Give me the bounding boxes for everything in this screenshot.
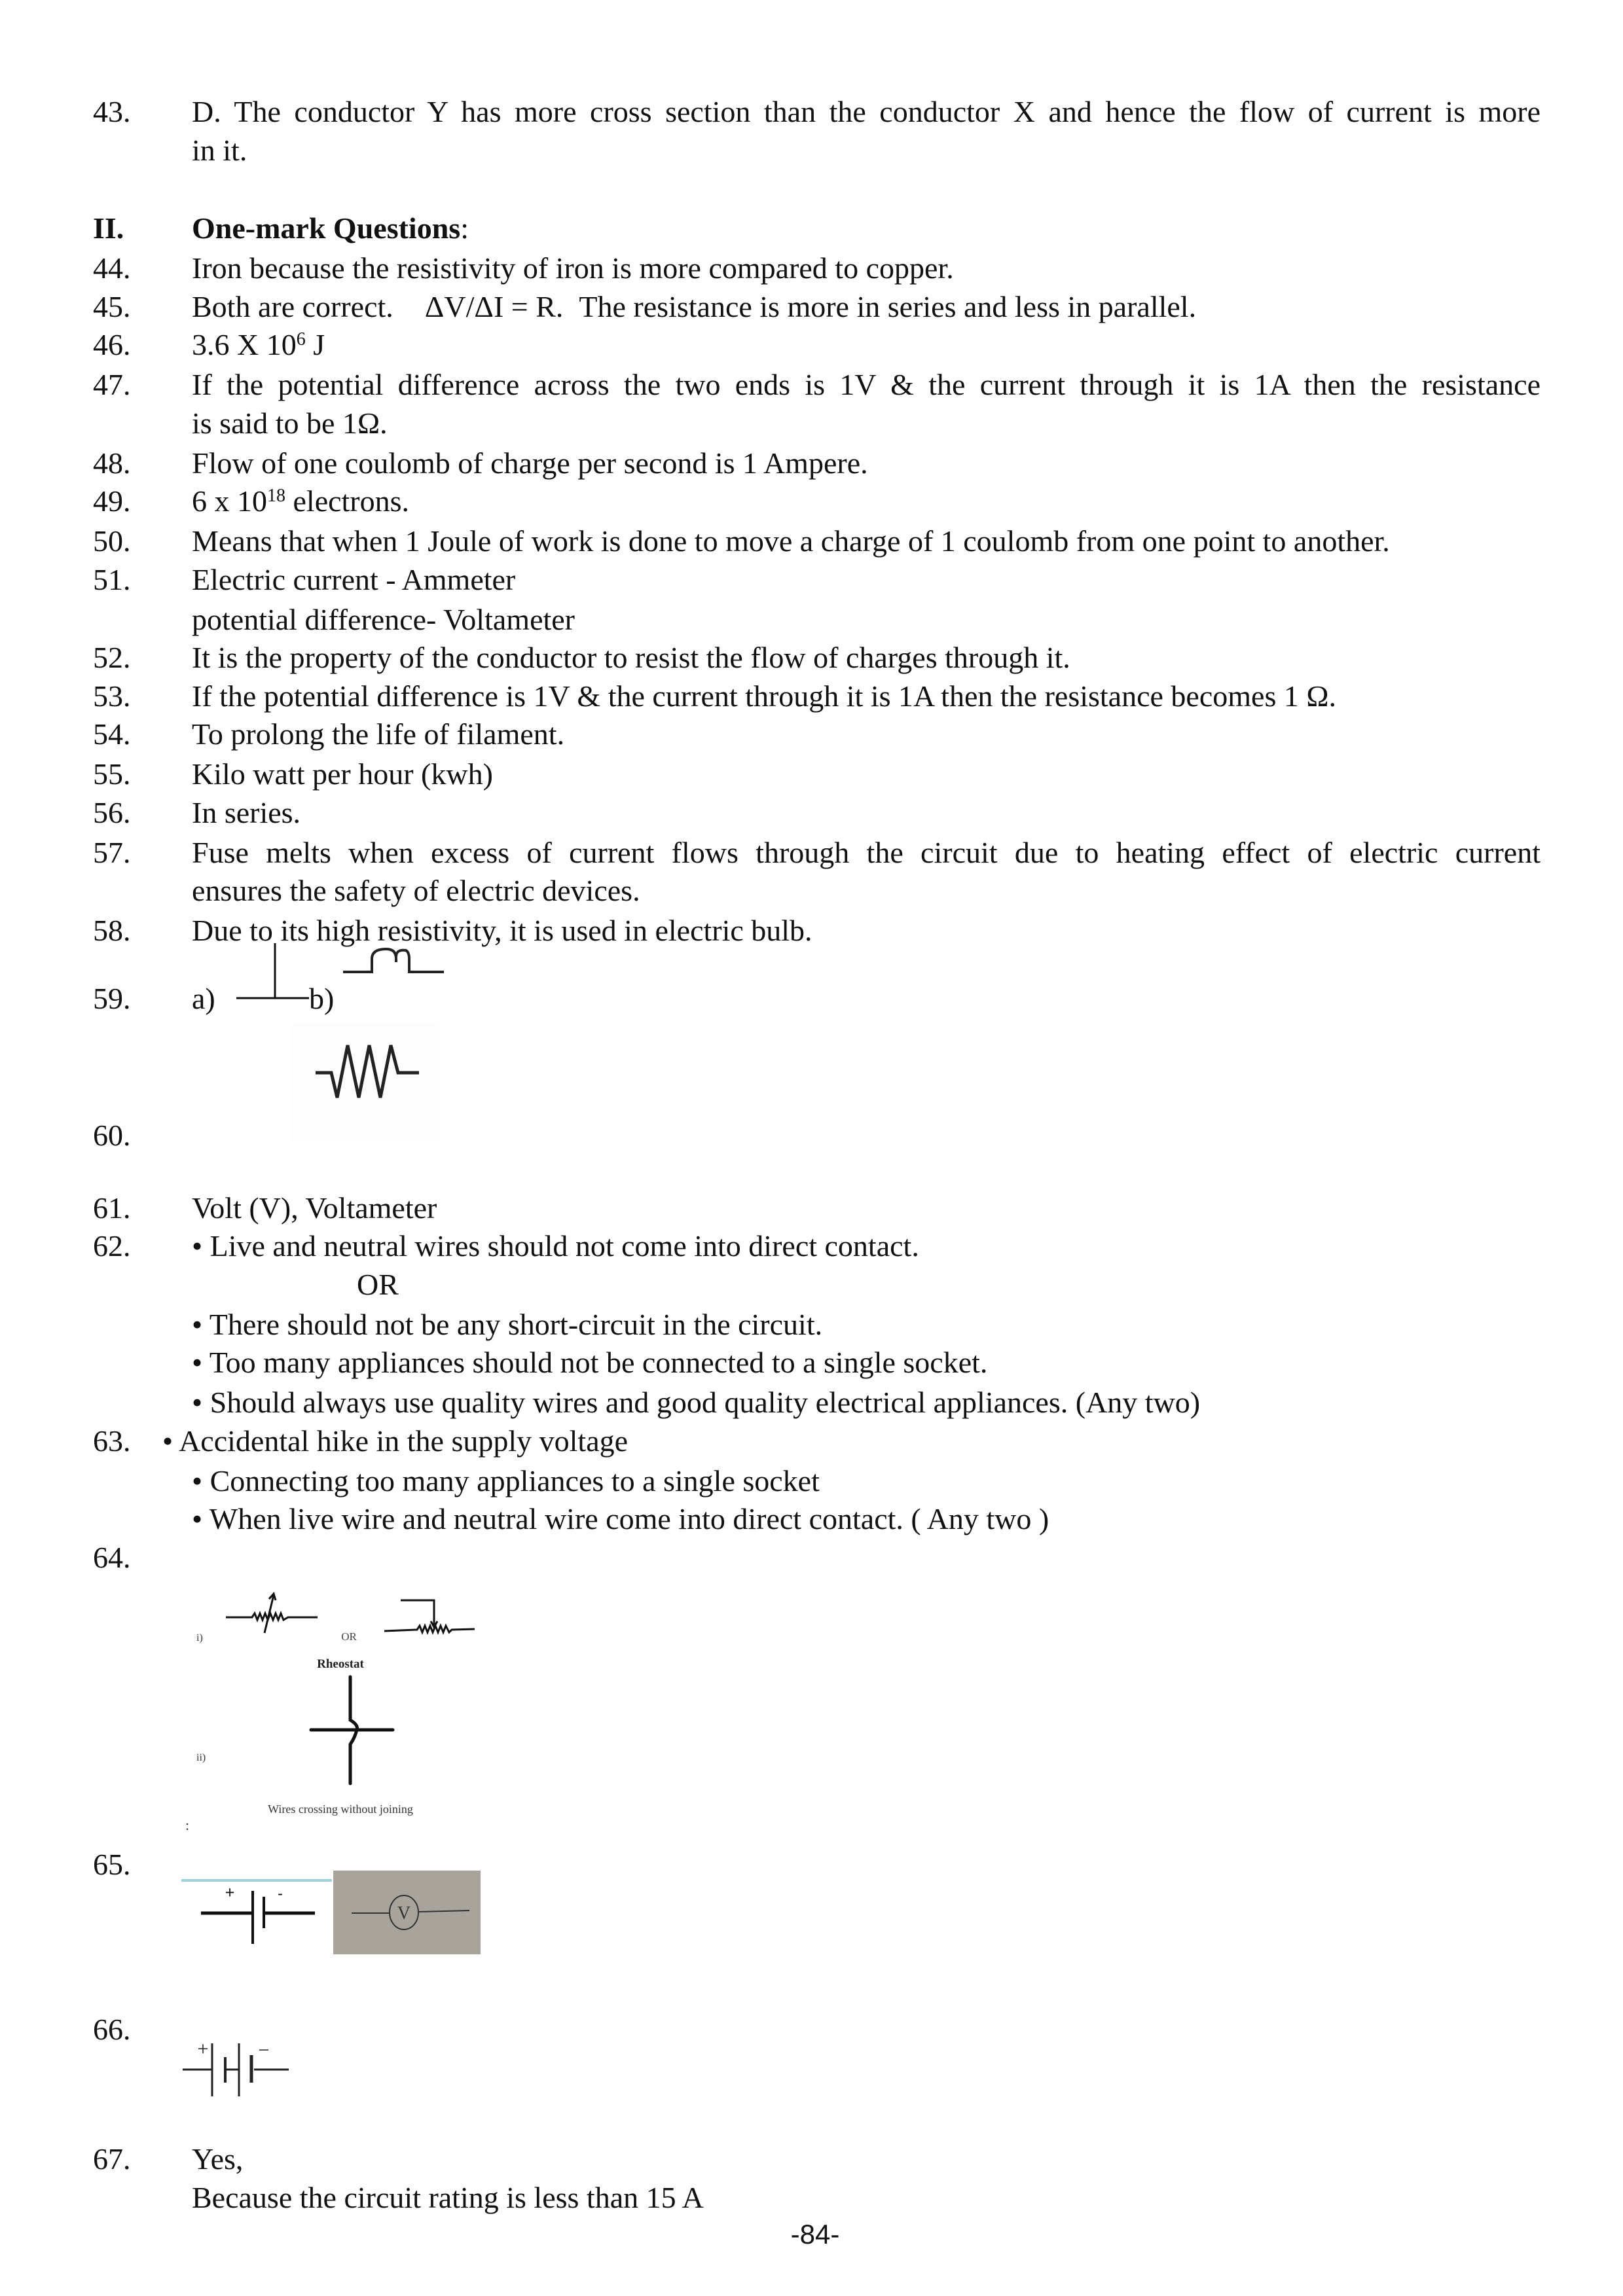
q59-label-a: a) <box>192 982 215 1015</box>
q63-item: • Accidental hike in the supply voltage <box>162 1424 629 1458</box>
q62-item: • Live and neutral wires should not come into direct contact. <box>192 1229 919 1263</box>
page-number: -84- <box>790 2219 840 2250</box>
q65-number: 65. <box>93 1848 131 1881</box>
q52-answer: It is the property of the conductor to resist the flow of charges through it. <box>192 641 1070 674</box>
q51-answer-cont: potential difference- Voltameter <box>192 603 575 636</box>
q52-number: 52. <box>93 641 131 674</box>
rheostat-symbol-1 <box>226 1594 318 1633</box>
section-title: One-mark Questions <box>192 211 461 245</box>
cell-minus: - <box>278 1885 283 1901</box>
q62-or: OR <box>357 1268 399 1301</box>
q45-text: Both are correct. <box>192 290 393 323</box>
q56-number: 56. <box>93 796 131 829</box>
q43-number: 43. <box>93 95 131 128</box>
rheostat-symbol-2 <box>384 1600 475 1632</box>
voltmeter-v: V <box>397 1903 411 1924</box>
battery-plus: + <box>197 2038 209 2060</box>
q63-item: • When live wire and neutral wire come into direct contact. ( Any two ) <box>192 1502 1049 1535</box>
section-number: II. <box>93 211 124 245</box>
q55-answer: Kilo watt per hour (kwh) <box>192 757 493 791</box>
q64-label-ii: ii) <box>196 1752 206 1763</box>
q61-number: 61. <box>93 1191 131 1225</box>
q55-number: 55. <box>93 757 131 791</box>
q59-number: 59. <box>93 982 131 1015</box>
q50-answer: Means that when 1 Joule of work is done to move a charge of 1 coulomb from one point to another. <box>192 524 1390 558</box>
q43-answer-cont: in it. <box>192 134 247 167</box>
q58-number: 58. <box>93 914 131 947</box>
q62-item: • There should not be any short-circuit in the circuit. <box>192 1308 823 1341</box>
q53-answer: If the potential difference is 1V & the current through it is 1A then the resistance becomes 1 Ω. <box>192 679 1337 713</box>
q54-answer: To prolong the life of filament. <box>192 717 565 751</box>
q64-rheostat-label: Rheostat <box>317 1657 364 1671</box>
q59-coil-symbol <box>343 949 444 972</box>
q46-sup: 6 <box>296 329 306 350</box>
q64-number: 64. <box>93 1541 131 1574</box>
q49-number: 49. <box>93 484 131 518</box>
q62-item: • Should always use quality wires and good quality electrical appliances. (Any two) <box>192 1386 1201 1419</box>
wires-crossing-symbol <box>311 1677 393 1784</box>
q59-label-b: b) <box>309 982 335 1015</box>
q54-number: 54. <box>93 717 131 751</box>
q64-caption: Wires crossing without joining <box>268 1803 413 1816</box>
q45-number: 45. <box>93 290 131 323</box>
q49-sup: 18 <box>267 486 285 506</box>
q62-item: • Too many appliances should not be connected to a single socket. <box>192 1346 988 1379</box>
q46-number: 46. <box>93 328 131 361</box>
q47-number: 47. <box>93 368 131 401</box>
q47-answer-cont: is said to be 1Ω. <box>192 406 388 440</box>
q66-number: 66. <box>93 2013 131 2046</box>
q63-item: • Connecting too many appliances to a single socket <box>192 1464 820 1498</box>
q46-post: J <box>305 328 325 361</box>
q56-answer: In series. <box>192 796 301 829</box>
q53-number: 53. <box>93 679 131 713</box>
q49-post: electrons. <box>285 484 410 518</box>
q64-colon: : <box>185 1817 190 1833</box>
q57-answer: Fuse melts when excess of current flows through the circuit due to heating effect of electric current <box>192 836 1541 869</box>
cell-symbol <box>201 1891 315 1944</box>
battery-minus: − <box>258 2039 270 2061</box>
q44-answer: Iron because the resistivity of iron is more compared to copper. <box>192 251 954 285</box>
cell-plus: + <box>225 1883 235 1902</box>
q48-answer: Flow of one coulomb of charge per second is 1 Ampere. <box>192 446 868 480</box>
q45-formula: ΔV/ΔI = R. <box>424 290 564 323</box>
q67-number: 67. <box>93 2142 131 2176</box>
q60-number: 60. <box>93 1119 131 1152</box>
q64-or: OR <box>341 1630 357 1643</box>
q63-number: 63. <box>93 1424 131 1458</box>
q58-answer: Due to its high resistivity, it is used in electric bulb. <box>192 914 812 947</box>
q44-number: 44. <box>93 251 131 285</box>
q57-answer-cont: ensures the safety of electric devices. <box>192 874 640 907</box>
q51-number: 51. <box>93 563 131 596</box>
q61-answer: Volt (V), Voltameter <box>192 1191 437 1225</box>
section-colon: : <box>460 211 469 245</box>
q62-number: 62. <box>93 1229 131 1263</box>
q45-text2: The resistance is more in series and less in parallel. <box>579 290 1197 323</box>
q60-resistor-symbol <box>291 1024 439 1142</box>
q47-answer: If the potential difference across the two ends is 1V & the current through it is 1A then the resistance <box>192 368 1541 401</box>
q50-number: 50. <box>93 524 131 558</box>
q46-pre: 3.6 X 10 <box>192 328 297 361</box>
q59-wire-junction-symbol <box>236 943 309 998</box>
q51-answer: Electric current - Ammeter <box>192 563 516 596</box>
q43-answer: D. The conductor Y has more cross section than the conductor X and hence the flow of current is more <box>192 95 1541 128</box>
q64-label-i: i) <box>196 1632 203 1643</box>
q57-number: 57. <box>93 836 131 869</box>
q67-answer-cont: Because the circuit rating is less than 15 A <box>192 2181 704 2214</box>
q48-number: 48. <box>93 446 131 480</box>
q67-answer: Yes, <box>192 2142 244 2176</box>
q49-pre: 6 x 10 <box>192 484 267 518</box>
